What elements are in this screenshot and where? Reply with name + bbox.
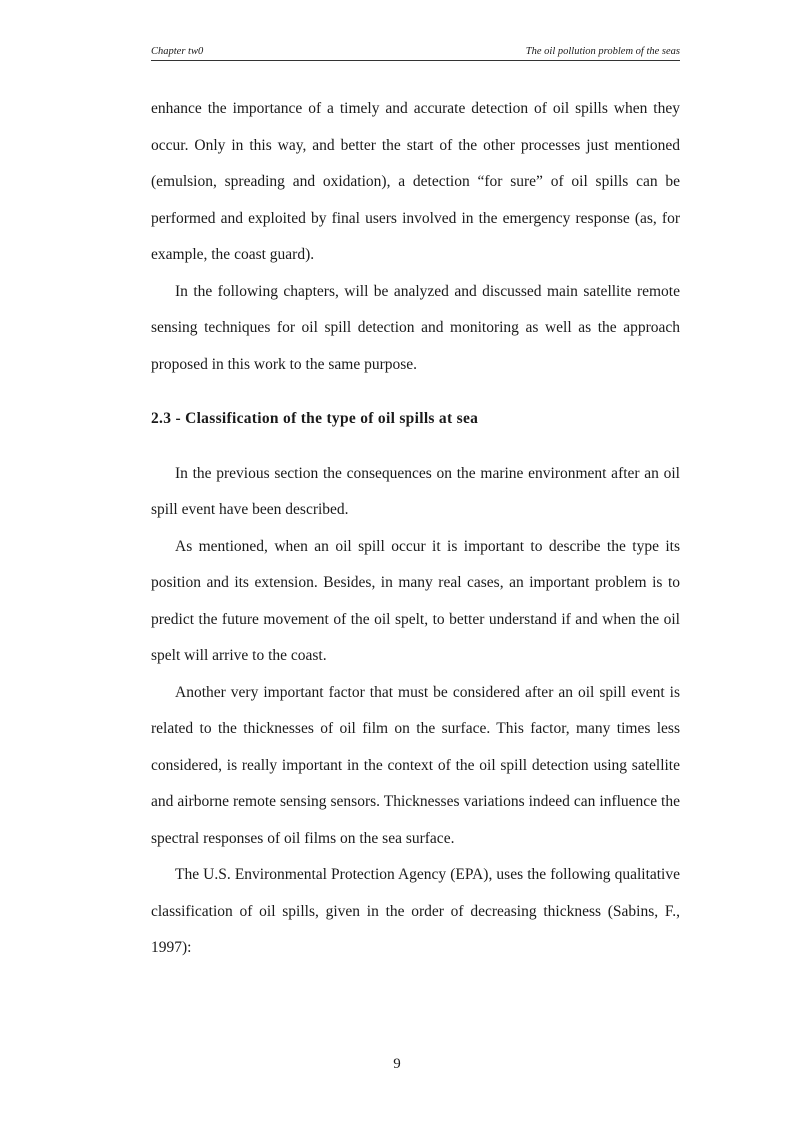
paragraph: The U.S. Environmental Protection Agency (EPA), uses the following qualitative classification of oil spills, given in the order of decreasing thickness (Sabins, F., 1997): xyxy=(151,866,680,956)
paragraph: As mentioned, when an oil spill occur it is important to describe the type its position and its extension. Besides, in many real cases, an important problem is to predict the future movement of the oil spelt, to better understand if and when the oil spelt will arrive to the coast. xyxy=(151,537,680,664)
paragraph: In the following chapters, will be analyzed and discussed main satellite remote sensing techniques for oil spill detection and monitoring as well as the approach proposed in this work to the same purpose. xyxy=(151,282,680,373)
header-chapter-title: The oil pollution problem of the seas xyxy=(525,46,680,57)
paragraph: In the previous section the consequences on the marine environment after an oil spill event have been described. xyxy=(151,464,680,518)
running-header xyxy=(151,46,680,61)
section-heading: 2.3 - Classification of the type of oil spills at sea xyxy=(151,410,479,427)
header-chapter-label: Chapter tw0 xyxy=(151,46,204,57)
page-number: 9 xyxy=(393,1056,401,1072)
paragraph: Another very important factor that must be considered after an oil spill event is related to the thicknesses of oil film on the surface. This factor, many times less considered, is really important in the context of the oil spill detection using satellite and airborne remote sensing sensors. Thicknesses variations indeed can influence the spectral responses of oil films on the sea surface. xyxy=(151,683,680,847)
paragraph-continuation: enhance the importance of a timely and accurate detection of oil spills when they occur. Only in this way, and better the start of the other processes just mentioned (emulsion, spreading and oxidation), a detection “for sure” of oil spills can be performed and exploited by final users involved in the emergency response (as, for example, the coast guard). xyxy=(151,100,680,263)
body-text xyxy=(151,91,680,967)
